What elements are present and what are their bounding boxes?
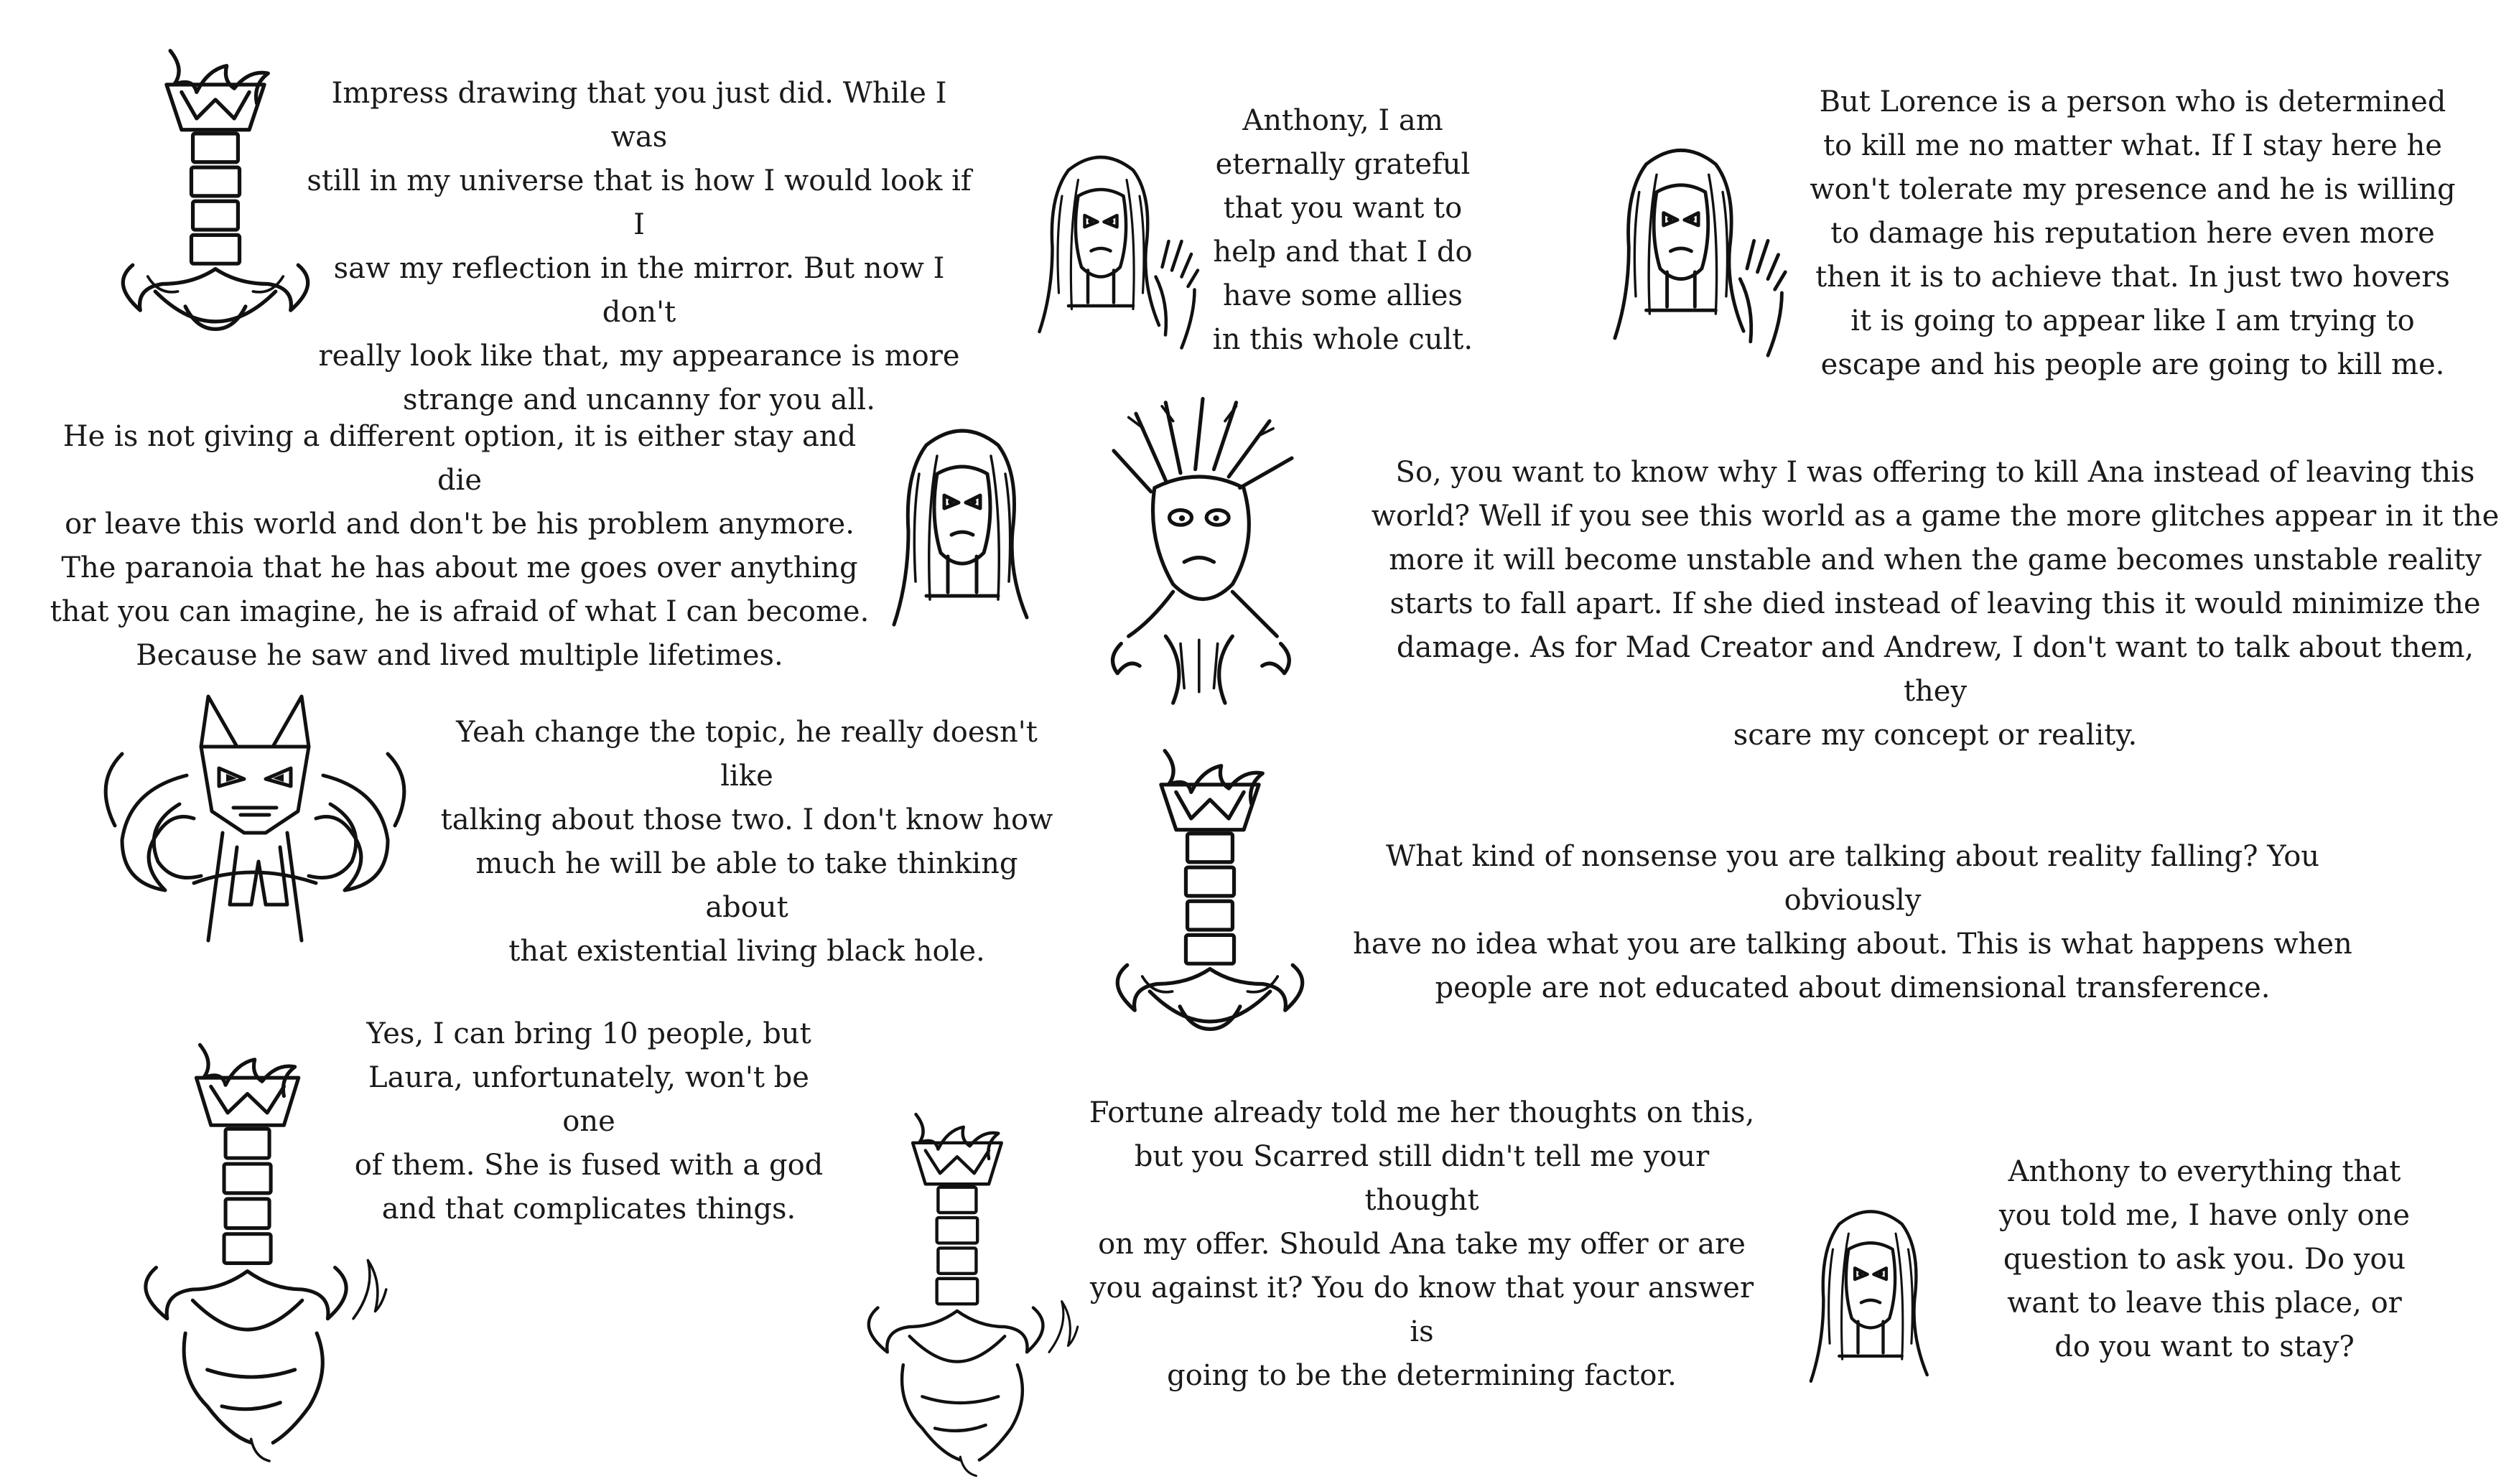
crowned-scarred-icon <box>1081 739 1339 1055</box>
spiky-haired-figure-icon <box>1091 391 1314 718</box>
dialogue-text-8: Yes, I can bring 10 people, but Laura, unfortunately, won't be one of them. She is fused with a god and that complicates things. <box>354 1017 824 1226</box>
dialogue-text-5: So, you want to know why I was offering to kill Ana instead of leaving this world? Well if you see this world as a game the more glitches appear in it the more it will become unstable and when the game becomes unstable reality starts to fall apart. If she died instead of leaving this it would minimize the damage. As for Mad Creator and Andrew, I don't want to talk about them, they scare my concept or reality. <box>1371 456 2500 752</box>
horned-flame-creature-icon <box>90 668 427 955</box>
long-haired-face-icon <box>1023 140 1217 355</box>
dialogue-text-3: But Lorence is a person who is determined to kill me no matter what. If I stay here he won't tolerate my presence and he is willing to damage his reputation here even more then it is to achieve that. In just two hovers it is going to appear like I am trying to escape and his people are going to kill me. <box>1810 85 2456 381</box>
long-haired-face-waving-icon <box>1591 136 1813 359</box>
dialogue-text-4: He is not giving a different option, it is either stay and die or leave this world and don't be his problem anymore. The paranoia that he has about me goes over anything that you can imagine, he is afraid of what I can become. Because he saw and lived multiple lifetimes. <box>50 420 870 672</box>
tall-crowned-scarred-icon <box>93 39 337 355</box>
dialogue-text-10: Anthony to everything that you told me, I have only one question to ask you. Do you want to leave this place, or do you want to stay? <box>1998 1155 2411 1363</box>
dialogue-text-1: Impress drawing that you just did. While I was still in my universe that is how I would look if I saw my reflection in the mirror. But now I don't really look like that, my appearance is more strange and uncanny for you all. <box>307 77 972 416</box>
dialogue-text-2: Anthony, I am eternally grateful that you want to help and that I do have some allies in this whole cult. <box>1212 104 1473 356</box>
dialogue-text-9: Fortune already told me her thoughts on this, but you Scarred still didn't tell me your thought on my offer. Should Ana take my offer or are you against it? You do know that your answer is going to be the determining factor. <box>1089 1096 1755 1392</box>
dialogue-text-7: What kind of nonsense you are talking about reality falling? You obviously have no idea what you are talking about. This is what happens when people are not educated about dimensional transference. <box>1353 840 2352 1004</box>
angry-long-haired-face-icon <box>876 416 1048 646</box>
dialogue-text-6: Yeah change the topic, he really doesn't like talking about those two. I don't know how much he will be able to take thinking about that existential living black hole. <box>440 716 1053 968</box>
small-long-haired-face-icon <box>1795 1199 1946 1400</box>
